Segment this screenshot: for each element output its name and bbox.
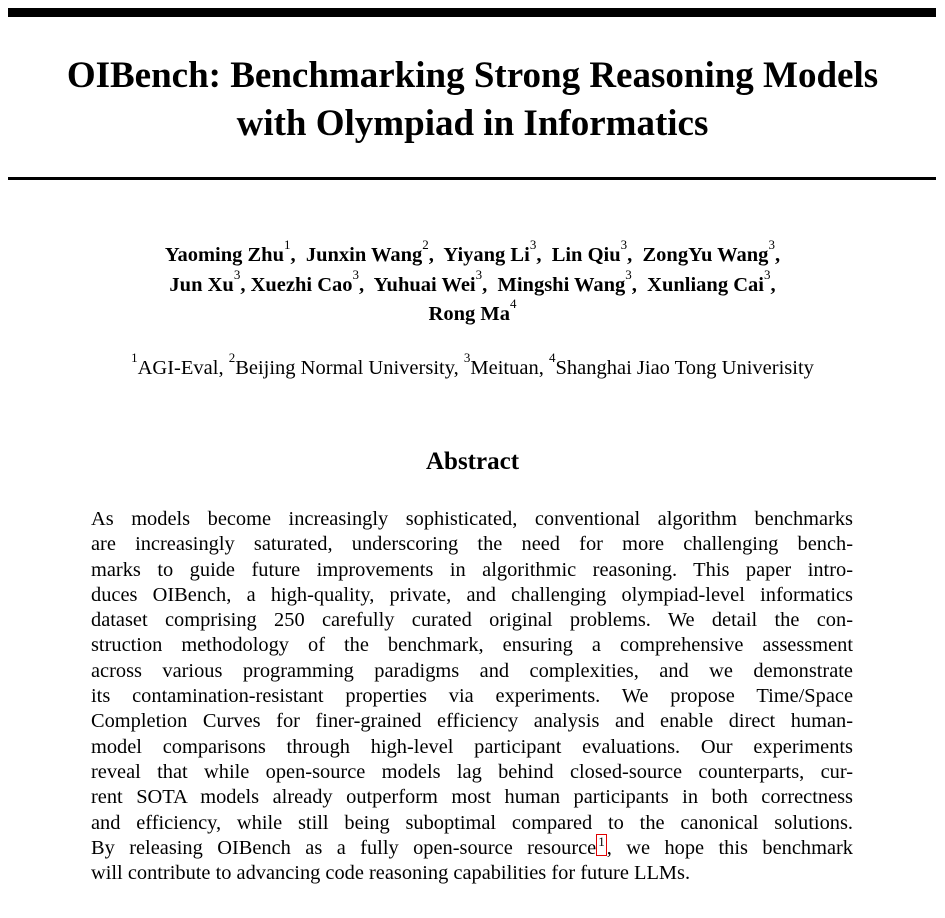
author-name: ZongYu Wang$^3$ [642,237,775,266]
author-name: Yiyang Li$^3$ [443,237,537,266]
author-line-1: Yaoming Zhu$^1$, Junxin Wang$^2$, Yiyang Li$^3$, Lin Qiu$^3$, ZongYu Wang$^3$, [164,237,781,266]
abstract-line: rent SOTA models already outperform most human participants in both correctness [91,786,853,809]
abstract-line: reveal that while open-source models lag behind closed-source counterparts, cur- [91,760,853,783]
title-rule [8,177,936,180]
abstract-body [91,507,853,886]
author-line-3 [0,296,945,330]
author-name: Yaoming Zhu$^1$ [164,237,291,266]
affiliation-name: Shanghai Jiao Tong Univerisity [555,357,814,379]
author-name: Lin Qiu$^3$ [551,237,628,266]
abstract-line: dataset comprising 250 carefully curated original problems. We detail the con- [91,609,853,632]
author-name: Xunliang Cai$^3$ [647,266,771,296]
abstract-line-footnote [91,833,853,861]
affiliation-mark: 3 [463,350,471,365]
top-rule [8,8,936,17]
abstract-line: across various programming paradigms and complexities, and we demonstrate [91,659,853,682]
author-name: Junxin Wang$^2$ [305,237,429,266]
paper-title [0,52,945,148]
abstract-line: are increasingly saturated, underscoring the need for more challenging bench- [91,533,853,556]
affiliation-name: Meituan [470,357,539,379]
abstract-line: and efficiency, while still being suboptimal compared to the canonical solutions. [91,811,853,834]
affiliation-list: $^1$AGI-Eval, $^2$Beijing Normal University, $^3$Meituan, $^4$Shanghai Jiao Tong Univerisity [131,350,814,379]
abstract-line: struction methodology of the benchmark, ensuring a comprehensive assessment [91,634,853,657]
author-line-2: Jun Xu$^3$, Xuezhi Cao$^3$, Yuhuai Wei$^3$, Mingshi Wang$^3$, Xunliang Cai$^3$, [169,266,776,296]
abstract-line: marks to guide future improvements in algorithmic reasoning. This paper intro- [91,558,853,581]
footnote-mark: 1 [598,833,605,849]
author-name: Jun Xu$^3$ [169,266,241,296]
affiliation-mark: 2 [228,350,236,365]
footnote-link[interactable] [596,834,607,856]
affiliation-name: AGI-Eval [137,357,219,379]
abstract-text: By releasing OIBench as a fully open-source resource [91,836,597,859]
abstract-text: , we hope this benchmark [606,836,853,859]
author-name: Xuezhi Cao$^3$ [250,266,359,296]
affiliation-mark: 1 [131,350,138,365]
author-name: Mingshi Wang$^3$ [497,266,632,296]
author-list [0,237,945,330]
abstract-line: As models become increasingly sophisticated, conventional algorithm benchmarks [91,508,853,530]
title-line-2: with Olympiad in Informatics [236,103,709,144]
abstract-line: Completion Curves for finer-grained efficiency analysis and enable direct human- [91,710,853,733]
abstract-line: will contribute to advancing code reasoning capabilities for future LLMs. [91,862,691,885]
affiliation-name: Beijing Normal University [235,357,454,379]
author-name: Rong Ma$^4$ [428,296,517,325]
abstract-heading: Abstract [425,448,520,475]
affiliation-mark: 4 [548,350,556,365]
title-line-1: OIBench: Benchmarking Strong Reasoning Models [66,55,879,96]
abstract-line: model comparisons through high-level participant evaluations. Our experiments [91,735,853,758]
abstract-line: its contamination-resistant properties via experiments. We propose Time/Space [91,685,853,708]
author-name: Yuhuai Wei$^3$ [373,266,483,296]
abstract-line: duces OIBench, a high-quality, private, and challenging olympiad-level informatics [91,583,853,606]
